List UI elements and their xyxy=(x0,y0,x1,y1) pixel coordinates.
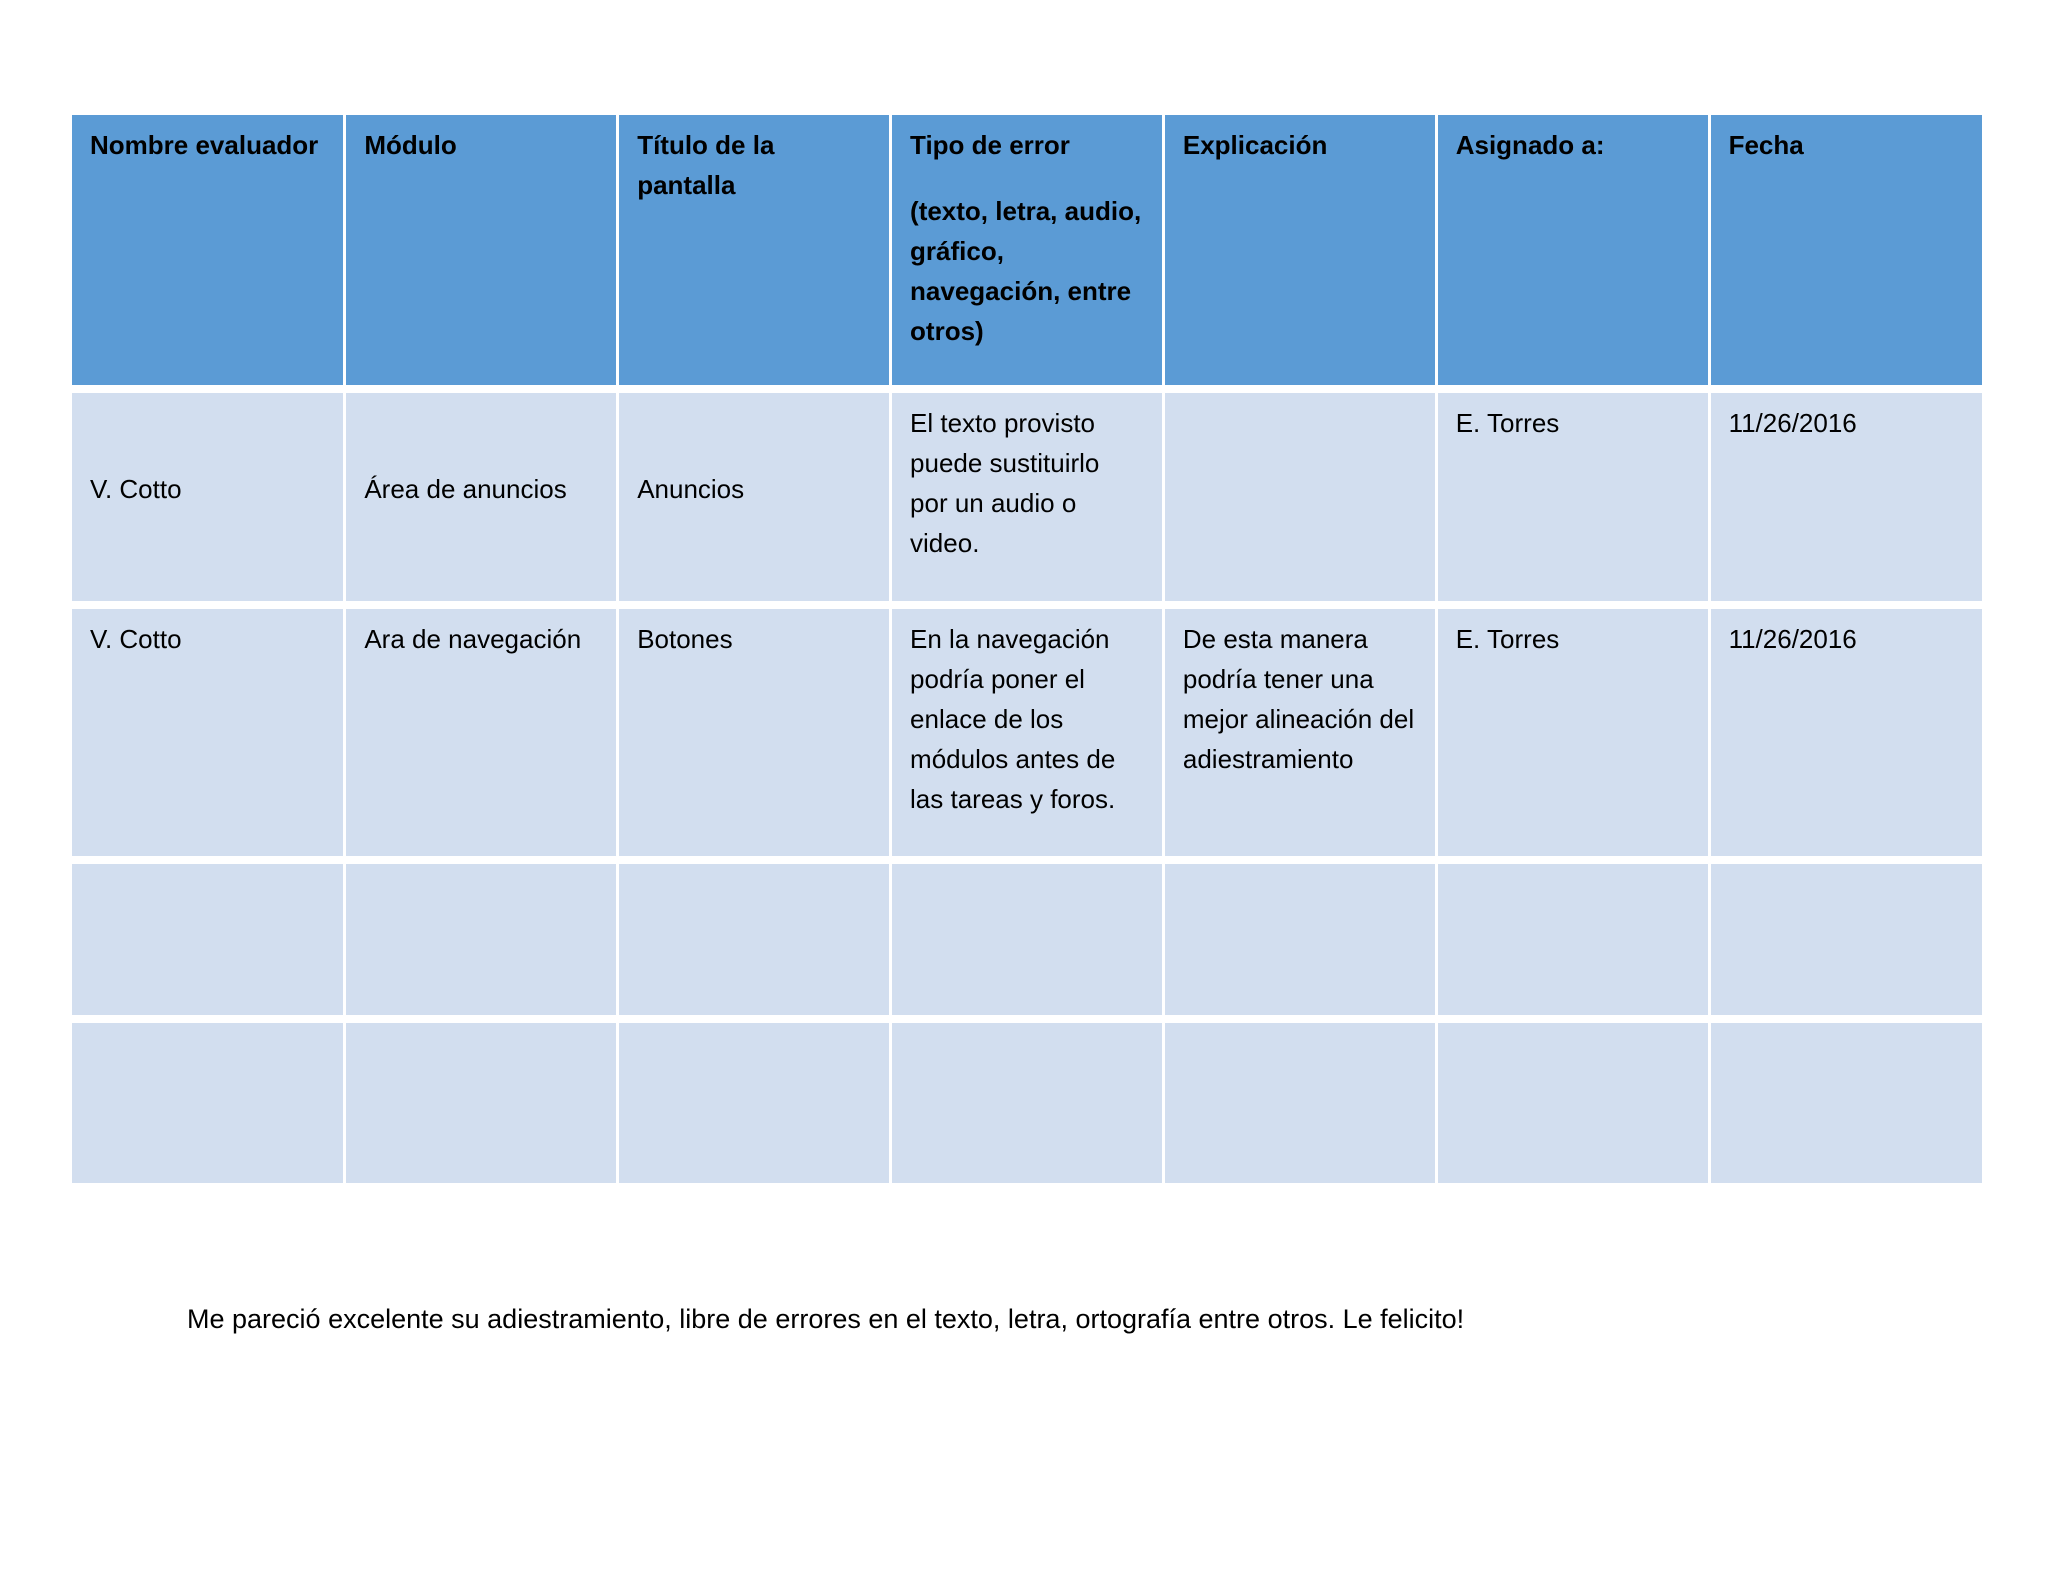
cell-evaluator: V. Cotto xyxy=(72,605,345,860)
cell-evaluator xyxy=(72,1019,345,1183)
cell-date xyxy=(1709,1019,1982,1183)
cell-evaluator xyxy=(72,389,345,605)
cell-module xyxy=(345,1019,618,1183)
table-row xyxy=(72,1019,1982,1183)
evaluation-table xyxy=(72,115,1982,1183)
header-error-type-note: (texto, letra, audio, gráfico, navegación, entre otros) xyxy=(910,196,1142,346)
cell-explanation: De esta manera podría tener una mejor alineación del adiestramiento xyxy=(1163,605,1436,860)
cell-explanation xyxy=(1163,860,1436,1019)
cell-screen-title-text: Anuncios xyxy=(637,474,745,504)
header-error-type-label: Tipo de error xyxy=(910,130,1070,160)
header-screen-title: Título de la pantalla xyxy=(618,115,891,389)
table-header-row xyxy=(72,115,1982,389)
header-module: Módulo xyxy=(345,115,618,389)
cell-assigned-to: E. Torres xyxy=(1436,605,1709,860)
cell-screen-title xyxy=(618,1019,891,1183)
header-assigned-to: Asignado a: xyxy=(1436,115,1709,389)
cell-date: 11/26/2016 xyxy=(1709,605,1982,860)
header-error-type xyxy=(891,115,1164,389)
cell-explanation xyxy=(1163,389,1436,605)
table-row xyxy=(72,605,1982,860)
cell-error-type: El texto provisto puede sustituirlo por un audio o video. xyxy=(891,389,1164,605)
header-explanation: Explicación xyxy=(1163,115,1436,389)
cell-date xyxy=(1709,860,1982,1019)
cell-assigned-to: E. Torres xyxy=(1436,389,1709,605)
cell-module xyxy=(345,860,618,1019)
cell-date: 11/26/2016 xyxy=(1709,389,1982,605)
evaluator-comment: Me pareció excelente su adiestramiento, libre de errores en el texto, letra, ortografía entre otros. Le felicito! xyxy=(187,1304,1465,1334)
cell-error-type xyxy=(891,860,1164,1019)
table-row xyxy=(72,860,1982,1019)
cell-assigned-to xyxy=(1436,860,1709,1019)
cell-evaluator xyxy=(72,860,345,1019)
header-evaluator: Nombre evaluador xyxy=(72,115,345,389)
cell-screen-title xyxy=(618,389,891,605)
cell-error-type xyxy=(891,1019,1164,1183)
cell-screen-title xyxy=(618,860,891,1019)
cell-module-text: Área de anuncios xyxy=(364,474,567,504)
cell-error-type: En la navegación podría poner el enlace de los módulos antes de las tareas y foros. xyxy=(891,605,1164,860)
cell-module: Ara de navegación xyxy=(345,605,618,860)
table-row xyxy=(72,389,1982,605)
cell-assigned-to xyxy=(1436,1019,1709,1183)
cell-evaluator-text: V. Cotto xyxy=(90,474,182,504)
cell-screen-title: Botones xyxy=(618,605,891,860)
cell-module xyxy=(345,389,618,605)
header-date: Fecha xyxy=(1709,115,1982,389)
cell-explanation xyxy=(1163,1019,1436,1183)
